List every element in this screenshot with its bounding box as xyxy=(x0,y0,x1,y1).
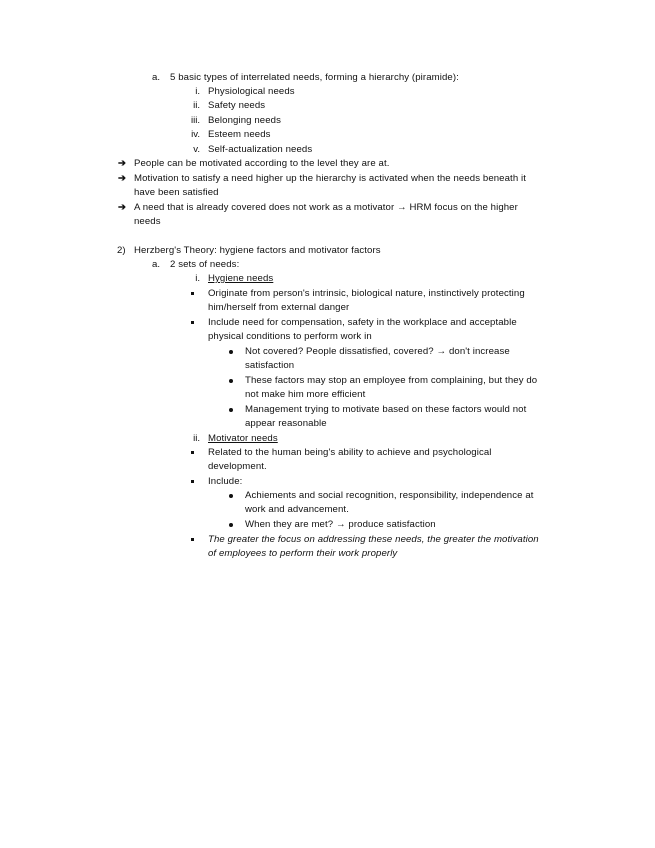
need-item: Physiological needs xyxy=(208,86,295,97)
hygiene-bullet-text: satisfaction xyxy=(245,360,295,371)
hygiene-bullet-text: Management trying to motivate based on these factors would not xyxy=(245,404,527,415)
need-item: Esteem needs xyxy=(208,129,271,140)
hygiene-point-text: Include need for compensation, safety in the workplace and acceptable xyxy=(208,317,517,328)
motivator-bullet-text: work and advancement. xyxy=(245,504,349,515)
square-bullet-icon xyxy=(191,292,194,295)
herzberg-title: Herzberg's Theory: hygiene factors and motivator factors xyxy=(134,245,381,256)
hygiene-bullet-text: not make him more efficient xyxy=(245,389,366,400)
motivator-bullet-text: When they are met? → produce satisfaction xyxy=(245,519,436,530)
round-bullet-icon xyxy=(229,523,233,527)
arrow-icon: ➔ xyxy=(118,173,127,184)
list-marker-v: v. xyxy=(193,144,200,155)
hygiene-bullet-text: These factors may stop an employee from complaining, but they do xyxy=(245,375,538,386)
motivator-bullet-text: Achiements and social recognition, responsibility, independence at xyxy=(245,490,534,501)
hygiene-point-text: physical conditions to perform work in xyxy=(208,331,372,342)
motivator-point-text: Include: xyxy=(208,476,243,487)
list-marker-ii: ii. xyxy=(193,433,200,444)
need-item: Self-actualization needs xyxy=(208,144,313,155)
arrow-point-text: People can be motivated according to the level they are at. xyxy=(134,158,390,169)
motivator-point-text: development. xyxy=(208,461,267,472)
square-bullet-icon xyxy=(191,538,194,541)
motivator-italic-text: of employees to perform their work properly xyxy=(208,548,398,559)
round-bullet-icon xyxy=(229,350,233,354)
herzberg-sub: 2 sets of needs: xyxy=(170,259,240,270)
motivator-heading: Motivator needs xyxy=(208,433,278,444)
round-bullet-icon xyxy=(229,494,233,498)
section-marker-2: 2) xyxy=(117,245,126,256)
square-bullet-icon xyxy=(191,451,194,454)
arrow-point-text: needs xyxy=(134,216,161,227)
motivator-italic-text: The greater the focus on addressing these needs, the greater the motivation xyxy=(208,534,539,545)
arrow-point-text: Motivation to satisfy a need higher up the hierarchy is activated when the needs beneath it xyxy=(134,173,527,184)
need-item: Belonging needs xyxy=(208,115,281,126)
list-marker-iv: iv. xyxy=(191,129,200,140)
hygiene-bullet-text: appear reasonable xyxy=(245,418,327,429)
hygiene-point-text: him/herself from external danger xyxy=(208,302,350,313)
hygiene-point-text: Originate from person's intrinsic, biological nature, instinctively protecting xyxy=(208,288,525,299)
arrow-point-text: A need that is already covered does not work as a motivator → HRM focus on the higher xyxy=(134,202,518,213)
square-bullet-icon xyxy=(191,480,194,483)
hygiene-heading: Hygiene needs xyxy=(208,273,274,284)
list-marker-i: i. xyxy=(195,86,200,97)
maslow-intro: 5 basic types of interrelated needs, forming a hierarchy (piramide): xyxy=(170,72,459,83)
list-marker-i: i. xyxy=(195,273,200,284)
square-bullet-icon xyxy=(191,321,194,324)
list-marker-a: a. xyxy=(151,72,160,83)
list-marker-ii: ii. xyxy=(193,100,200,111)
arrow-icon: ➔ xyxy=(118,202,127,213)
motivator-point-text: Related to the human being's ability to achieve and psychological xyxy=(208,447,492,458)
arrow-icon: ➔ xyxy=(118,158,127,169)
need-item: Safety needs xyxy=(208,100,266,111)
list-marker-iii: iii. xyxy=(190,115,200,126)
arrow-point-text: have been satisfied xyxy=(134,187,219,198)
round-bullet-icon xyxy=(229,408,233,412)
hygiene-bullet-text: Not covered? People dissatisfied, covered? → don't increase xyxy=(245,346,510,357)
round-bullet-icon xyxy=(229,379,233,383)
list-marker-a: a. xyxy=(151,259,160,270)
